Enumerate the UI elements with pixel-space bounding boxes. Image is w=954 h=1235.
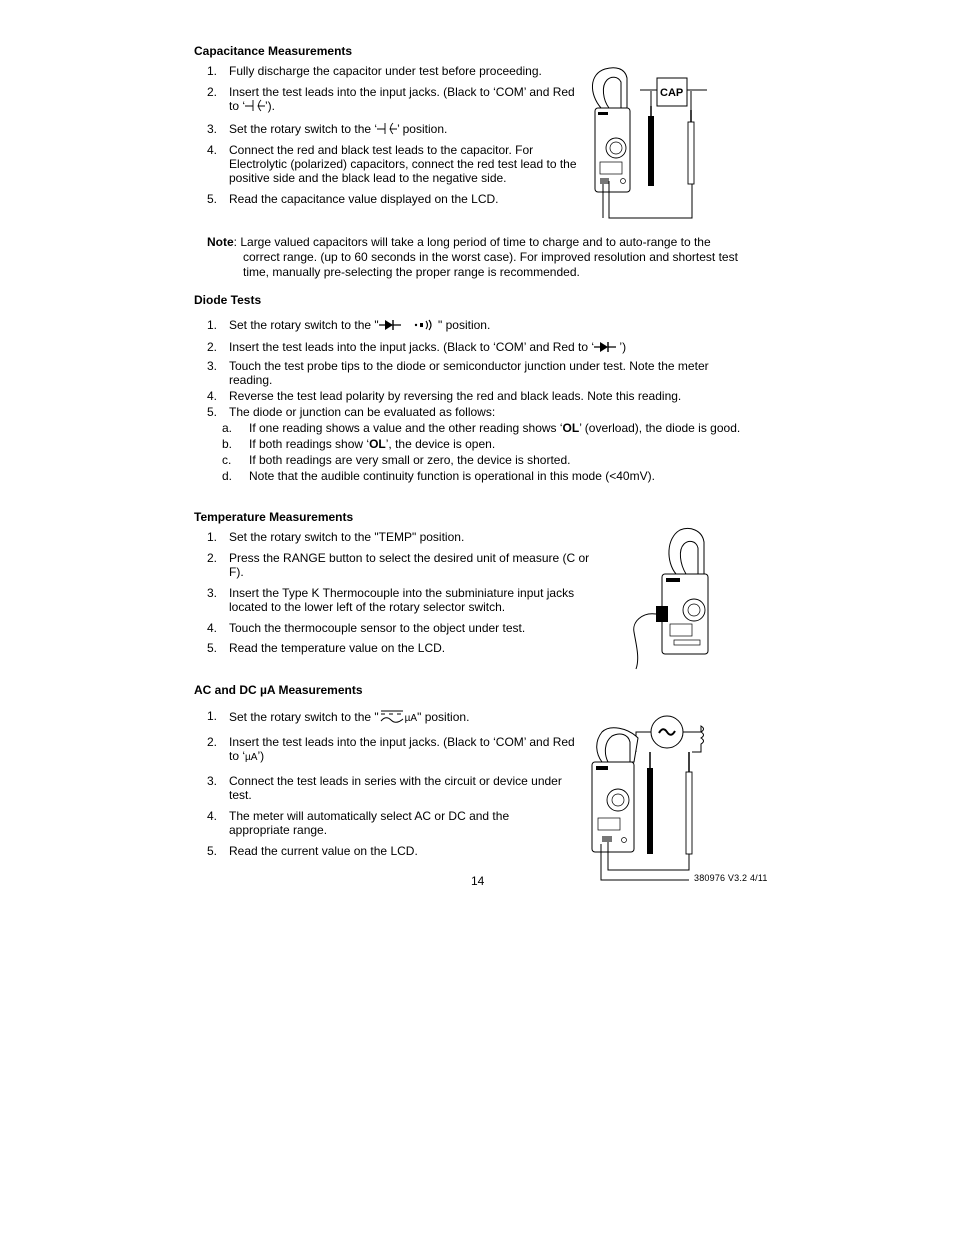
thermocouple-plug xyxy=(656,606,668,622)
list-subitem: d. Note that the audible continuity function is operational in this mode (<40mV). xyxy=(222,469,655,483)
list-item: 1. Fully discharge the capacitor under test before proceeding. xyxy=(207,64,542,78)
diode-continuity-icon xyxy=(379,319,435,331)
list-item: 5. Read the temperature value on the LCD. xyxy=(207,641,446,655)
thermocouple-wire xyxy=(634,614,656,669)
list-subitem: c. If both readings are very small or zero, the device is shorted. xyxy=(222,453,571,467)
list-item: 3. Connect the test leads in series with the circuit or device under test. xyxy=(207,774,562,802)
list-subitem: b. If both readings show ‘OL’, the device is open. xyxy=(222,437,496,451)
capacitance-diagram xyxy=(585,66,710,222)
ac-dc-icon xyxy=(379,709,405,725)
list-item: 5. Read the capacitance value displayed on the LCD. xyxy=(207,192,499,206)
list-item: 2. Press the RANGE button to select the desired unit of measure (C or F). xyxy=(207,551,590,579)
temperature-steps xyxy=(207,530,607,655)
heading-diode: Diode Tests xyxy=(194,293,262,307)
acdc-steps xyxy=(207,709,577,858)
list-item: 1. Set the rotary switch to the " µA" position. xyxy=(207,709,470,724)
list-item: 5. The diode or junction can be evaluated as follows: xyxy=(207,405,496,419)
list-item: 5. Read the current value on the LCD. xyxy=(207,844,418,858)
list-item: 2. Insert the test leads into the input jacks. (Black to ‘COM’ and Red to ‘µA’) xyxy=(207,735,575,763)
acdc-diagram xyxy=(588,710,712,882)
note-label: Note xyxy=(207,235,234,249)
capacitor-symbol-icon xyxy=(377,122,397,135)
list-item: 4. Reverse the test lead polarity by reversing the red and black leads. Note this reading. xyxy=(207,389,682,403)
heading-acdc: AC and DC µA Measurements xyxy=(194,683,363,697)
list-item: 3. Set the rotary switch to the ‘ ’ position. xyxy=(207,122,448,136)
list-item: 2. Insert the test leads into the input jacks. (Black to ‘COM’ and Red to ‘ ’). xyxy=(207,85,575,113)
list-item: 2. Insert the test leads into the input jacks. (Black to ‘COM’ and Red to ‘ ’) xyxy=(207,340,627,354)
heading-capacitance: Capacitance Measurements xyxy=(194,44,353,58)
diode-steps xyxy=(207,318,747,483)
note-block: Note: Large valued capacitors will take a long period of time to charge and to auto-range to the correct range. (up to 60 seconds in the worst case). For improved resolution and shortest test time, manually pre-selecting the proper range is recommended. xyxy=(207,235,738,279)
temperature-diagram xyxy=(632,526,712,671)
list-item: 1. Set the rotary switch to the "TEMP" position. xyxy=(207,530,465,544)
list-item: 4. The meter will automatically select AC or DC and the appropriate range. xyxy=(207,809,510,837)
heading-temperature: Temperature Measurements xyxy=(194,510,354,524)
capacitance-steps xyxy=(207,64,577,206)
list-item: 4. Touch the thermocouple sensor to the object under test. xyxy=(207,621,526,635)
version-label: 380976 V3.2 4/11 xyxy=(694,873,768,883)
red-probe xyxy=(686,772,692,854)
list-item: 1. Set the rotary switch to the " " position. xyxy=(207,318,491,332)
black-probe xyxy=(648,116,654,186)
cap-label: CAP xyxy=(660,87,684,99)
red-probe xyxy=(688,122,694,184)
list-item: 4. Connect the red and black test leads to the capacitor. For Electrolytic (polarized) capacitors, connect the red test lead to the positive side and the black lead to the negative side. xyxy=(207,143,577,185)
black-probe xyxy=(647,768,653,854)
page-number: 14 xyxy=(471,874,485,888)
list-item: 3. Insert the Type K Thermocouple into the subminiature input jacks located to the lower left of the rotary selector switch. xyxy=(207,586,575,614)
list-subitem: a. If one reading shows a value and the other reading shows ‘OL’ (overload), the diode is good. xyxy=(222,421,741,435)
diode-icon xyxy=(594,341,616,353)
capacitor-symbol-icon xyxy=(245,99,265,112)
clamp-meter xyxy=(592,68,630,192)
list-item: 3. Touch the test probe tips to the diode or semiconductor junction under test. Note the meter reading. xyxy=(207,359,709,387)
